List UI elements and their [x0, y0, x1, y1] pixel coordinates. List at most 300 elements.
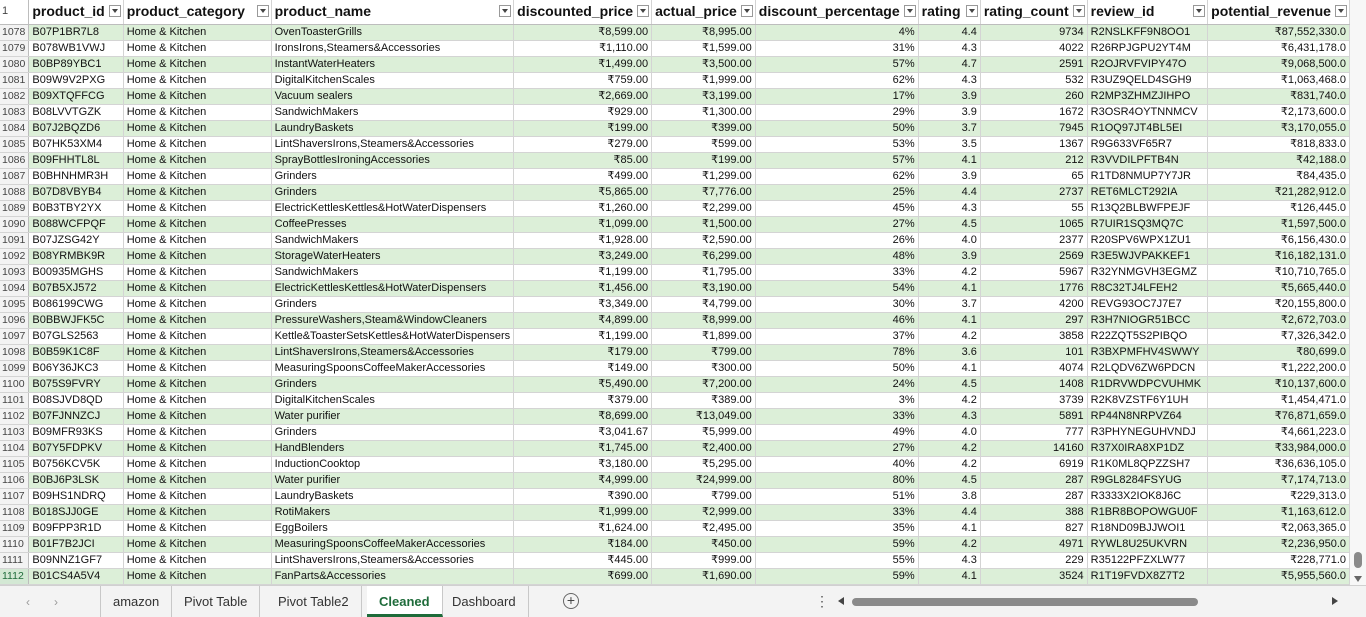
cell-rating[interactable]: 4.0 [918, 424, 980, 440]
cell-product-category[interactable]: Home & Kitchen [123, 184, 271, 200]
cell-rating[interactable]: 4.3 [918, 200, 980, 216]
cell-product-category[interactable]: Home & Kitchen [123, 488, 271, 504]
cell-review-id[interactable]: R13Q2BLBWFPEJF [1087, 200, 1208, 216]
cell-discount-percentage[interactable]: 27% [755, 216, 918, 232]
scroll-down-arrow-icon[interactable] [1354, 576, 1362, 582]
cell-product-category[interactable]: Home & Kitchen [123, 520, 271, 536]
cell-review-id[interactable]: REVG93OC7J7E7 [1087, 296, 1208, 312]
cell-rating-count[interactable]: 388 [980, 504, 1087, 520]
cell-discount-percentage[interactable]: 57% [755, 152, 918, 168]
cell-review-id[interactable]: R35122PFZXLW77 [1087, 552, 1208, 568]
cell-product-name[interactable]: Vacuum sealers [271, 88, 514, 104]
cell-product-id[interactable]: B01CS4A5V4 [29, 568, 123, 584]
row-number[interactable]: 1083 [0, 104, 29, 120]
cell-discount-percentage[interactable]: 33% [755, 504, 918, 520]
cell-discount-percentage[interactable]: 40% [755, 456, 918, 472]
cell-product-id[interactable]: B0BP89YBC1 [29, 56, 123, 72]
cell-rating[interactable]: 4.4 [918, 24, 980, 40]
cell-product-id[interactable]: B0BJ6P3LSK [29, 472, 123, 488]
cell-review-id[interactable]: R32YNMGVH3EGMZ [1087, 264, 1208, 280]
column-header-review-id[interactable] [1087, 0, 1208, 24]
cell-product-id[interactable]: B075S9FVRY [29, 376, 123, 392]
cell-actual-price[interactable]: ₹7,776.00 [652, 184, 756, 200]
cell-potential-revenue[interactable]: ₹76,871,659.0 [1208, 408, 1350, 424]
cell-discount-percentage[interactable]: 50% [755, 120, 918, 136]
cell-review-id[interactable]: R1BR8BOPOWGU0F [1087, 504, 1208, 520]
cell-rating[interactable]: 3.9 [918, 248, 980, 264]
cell-product-category[interactable]: Home & Kitchen [123, 104, 271, 120]
cell-discounted-price[interactable]: ₹445.00 [514, 552, 652, 568]
cell-discount-percentage[interactable]: 57% [755, 56, 918, 72]
cell-review-id[interactable]: R26RPJGPU2YT4M [1087, 40, 1208, 56]
cell-product-name[interactable]: SprayBottlesIroningAccessories [271, 152, 514, 168]
cell-actual-price[interactable]: ₹4,799.00 [652, 296, 756, 312]
cell-rating-count[interactable]: 7945 [980, 120, 1087, 136]
cell-product-name[interactable]: Grinders [271, 184, 514, 200]
cell-product-name[interactable]: Grinders [271, 376, 514, 392]
cell-product-name[interactable]: HandBlenders [271, 440, 514, 456]
cell-rating[interactable]: 4.2 [918, 328, 980, 344]
cell-product-category[interactable]: Home & Kitchen [123, 536, 271, 552]
cell-discounted-price[interactable]: ₹4,899.00 [514, 312, 652, 328]
cell-rating[interactable]: 4.3 [918, 72, 980, 88]
row-number[interactable]: 1108 [0, 504, 29, 520]
cell-product-id[interactable]: B09XTQFFCG [29, 88, 123, 104]
row-number[interactable]: 1086 [0, 152, 29, 168]
cell-rating-count[interactable]: 297 [980, 312, 1087, 328]
cell-rating-count[interactable]: 1776 [980, 280, 1087, 296]
cell-potential-revenue[interactable]: ₹1,163,612.0 [1208, 504, 1350, 520]
cell-product-name[interactable]: CoffeePresses [271, 216, 514, 232]
cell-product-name[interactable]: MeasuringSpoonsCoffeeMakerAccessories [271, 536, 514, 552]
row-number[interactable]: 1097 [0, 328, 29, 344]
cell-potential-revenue[interactable]: ₹1,597,500.0 [1208, 216, 1350, 232]
cell-potential-revenue[interactable]: ₹2,173,600.0 [1208, 104, 1350, 120]
cell-product-id[interactable]: B0BBWJFK5C [29, 312, 123, 328]
sheet-tab-pivot-table[interactable]: Pivot Table [172, 586, 260, 617]
cell-rating[interactable]: 3.7 [918, 120, 980, 136]
cell-product-id[interactable]: B09NNZ1GF7 [29, 552, 123, 568]
cell-potential-revenue[interactable]: ₹831,740.0 [1208, 88, 1350, 104]
cell-rating[interactable]: 4.2 [918, 264, 980, 280]
row-number[interactable]: 1098 [0, 344, 29, 360]
cell-product-name[interactable]: PressureWashers,Steam&WindowCleaners [271, 312, 514, 328]
column-header-rating[interactable] [918, 0, 980, 24]
cell-product-id[interactable]: B07J2BQZD6 [29, 120, 123, 136]
cell-product-id[interactable]: B07B5XJ572 [29, 280, 123, 296]
cell-rating-count[interactable]: 4200 [980, 296, 1087, 312]
cell-product-category[interactable]: Home & Kitchen [123, 344, 271, 360]
cell-product-name[interactable]: SandwichMakers [271, 104, 514, 120]
cell-potential-revenue[interactable]: ₹84,435.0 [1208, 168, 1350, 184]
cell-discounted-price[interactable]: ₹5,490.00 [514, 376, 652, 392]
cell-discounted-price[interactable]: ₹1,110.00 [514, 40, 652, 56]
cell-discounted-price[interactable]: ₹8,699.00 [514, 408, 652, 424]
filter-dropdown-icon[interactable] [637, 5, 649, 17]
cell-product-name[interactable]: LaundryBaskets [271, 488, 514, 504]
cell-discount-percentage[interactable]: 53% [755, 136, 918, 152]
cell-discount-percentage[interactable]: 31% [755, 40, 918, 56]
cell-rating-count[interactable]: 2591 [980, 56, 1087, 72]
cell-actual-price[interactable]: ₹1,899.00 [652, 328, 756, 344]
cell-rating[interactable]: 4.7 [918, 56, 980, 72]
cell-rating[interactable]: 4.3 [918, 40, 980, 56]
cell-potential-revenue[interactable]: ₹818,833.0 [1208, 136, 1350, 152]
column-header-product-id[interactable] [29, 0, 123, 24]
cell-discounted-price[interactable]: ₹2,669.00 [514, 88, 652, 104]
cell-rating[interactable]: 4.1 [918, 568, 980, 584]
cell-product-category[interactable]: Home & Kitchen [123, 88, 271, 104]
row-number[interactable]: 1084 [0, 120, 29, 136]
cell-product-id[interactable]: B07JZSG42Y [29, 232, 123, 248]
cell-discounted-price[interactable]: ₹4,999.00 [514, 472, 652, 488]
cell-actual-price[interactable]: ₹7,200.00 [652, 376, 756, 392]
vertical-scroll-thumb[interactable] [1354, 552, 1362, 568]
cell-product-name[interactable]: Water purifier [271, 408, 514, 424]
cell-product-id[interactable]: B0BHNHMR3H [29, 168, 123, 184]
cell-review-id[interactable]: RET6MLCT292IA [1087, 184, 1208, 200]
cell-discount-percentage[interactable]: 26% [755, 232, 918, 248]
cell-product-id[interactable]: B088WCFPQF [29, 216, 123, 232]
cell-product-id[interactable]: B09MFR93KS [29, 424, 123, 440]
cell-rating[interactable]: 4.1 [918, 152, 980, 168]
cell-actual-price[interactable]: ₹2,495.00 [652, 520, 756, 536]
cell-product-name[interactable]: MeasuringSpoonsCoffeeMakerAccessories [271, 360, 514, 376]
cell-discounted-price[interactable]: ₹3,249.00 [514, 248, 652, 264]
cell-actual-price[interactable]: ₹300.00 [652, 360, 756, 376]
cell-discounted-price[interactable]: ₹1,928.00 [514, 232, 652, 248]
cell-discounted-price[interactable]: ₹379.00 [514, 392, 652, 408]
filter-dropdown-icon[interactable] [966, 5, 978, 17]
cell-rating[interactable]: 4.1 [918, 360, 980, 376]
cell-product-category[interactable]: Home & Kitchen [123, 472, 271, 488]
cell-product-name[interactable]: Kettle&ToasterSetsKettles&HotWaterDispensers [271, 328, 514, 344]
cell-product-category[interactable]: Home & Kitchen [123, 360, 271, 376]
sheet-tab-amazon[interactable]: amazon [100, 586, 172, 617]
cell-rating[interactable]: 4.4 [918, 184, 980, 200]
cell-product-name[interactable]: InstantWaterHeaters [271, 56, 514, 72]
cell-product-id[interactable]: B0756KCV5K [29, 456, 123, 472]
row-number[interactable]: 1111 [0, 552, 29, 568]
cell-product-category[interactable]: Home & Kitchen [123, 264, 271, 280]
cell-review-id[interactable]: R3H7NIOGR51BCC [1087, 312, 1208, 328]
row-number[interactable]: 1100 [0, 376, 29, 392]
cell-rating-count[interactable]: 101 [980, 344, 1087, 360]
cell-actual-price[interactable]: ₹1,500.00 [652, 216, 756, 232]
cell-product-id[interactable]: B09HS1NDRQ [29, 488, 123, 504]
cell-review-id[interactable]: R2MP3ZHMZJIHPO [1087, 88, 1208, 104]
cell-review-id[interactable]: R9GL8284FSYUG [1087, 472, 1208, 488]
cell-rating-count[interactable]: 1367 [980, 136, 1087, 152]
cell-actual-price[interactable]: ₹599.00 [652, 136, 756, 152]
cell-potential-revenue[interactable]: ₹1,063,468.0 [1208, 72, 1350, 88]
cell-review-id[interactable]: RYWL8U25UKVRN [1087, 536, 1208, 552]
cell-product-name[interactable]: SandwichMakers [271, 264, 514, 280]
cell-product-category[interactable]: Home & Kitchen [123, 408, 271, 424]
cell-discount-percentage[interactable]: 3% [755, 392, 918, 408]
cell-actual-price[interactable]: ₹2,299.00 [652, 200, 756, 216]
cell-discount-percentage[interactable]: 49% [755, 424, 918, 440]
cell-product-name[interactable]: Grinders [271, 424, 514, 440]
cell-product-id[interactable]: B0B3TBY2YX [29, 200, 123, 216]
cell-review-id[interactable]: R3VVDILPFTB4N [1087, 152, 1208, 168]
cell-rating[interactable]: 4.5 [918, 216, 980, 232]
cell-rating-count[interactable]: 2569 [980, 248, 1087, 264]
cell-actual-price[interactable]: ₹2,400.00 [652, 440, 756, 456]
cell-review-id[interactable]: R2K8VZSTF6Y1UH [1087, 392, 1208, 408]
cell-product-id[interactable]: B08SJVD8QD [29, 392, 123, 408]
cell-product-name[interactable]: FanParts&Accessories [271, 568, 514, 584]
cell-rating-count[interactable]: 2737 [980, 184, 1087, 200]
cell-actual-price[interactable]: ₹3,199.00 [652, 88, 756, 104]
cell-discount-percentage[interactable]: 80% [755, 472, 918, 488]
cell-rating-count[interactable]: 4022 [980, 40, 1087, 56]
cell-product-name[interactable]: EggBoilers [271, 520, 514, 536]
cell-discount-percentage[interactable]: 35% [755, 520, 918, 536]
cell-product-name[interactable]: ElectricKettlesKettles&HotWaterDispensers [271, 280, 514, 296]
cell-product-id[interactable]: B07GLS2563 [29, 328, 123, 344]
cell-product-category[interactable]: Home & Kitchen [123, 504, 271, 520]
cell-potential-revenue[interactable]: ₹126,445.0 [1208, 200, 1350, 216]
cell-rating[interactable]: 4.3 [918, 552, 980, 568]
cell-potential-revenue[interactable]: ₹228,771.0 [1208, 552, 1350, 568]
cell-product-name[interactable]: StorageWaterHeaters [271, 248, 514, 264]
cell-product-id[interactable]: B07P1BR7L8 [29, 24, 123, 40]
filter-dropdown-icon[interactable] [1193, 5, 1205, 17]
row-number[interactable]: 1099 [0, 360, 29, 376]
cell-rating-count[interactable]: 6919 [980, 456, 1087, 472]
cell-actual-price[interactable]: ₹24,999.00 [652, 472, 756, 488]
cell-discount-percentage[interactable]: 62% [755, 168, 918, 184]
cell-product-id[interactable]: B08LVVTGZK [29, 104, 123, 120]
cell-product-category[interactable]: Home & Kitchen [123, 136, 271, 152]
cell-actual-price[interactable]: ₹399.00 [652, 120, 756, 136]
cell-discount-percentage[interactable]: 59% [755, 536, 918, 552]
cell-discounted-price[interactable]: ₹1,099.00 [514, 216, 652, 232]
cell-actual-price[interactable]: ₹799.00 [652, 488, 756, 504]
cell-rating[interactable]: 4.2 [918, 392, 980, 408]
cell-review-id[interactable]: R3OSR4OYTNNMCV [1087, 104, 1208, 120]
cell-review-id[interactable]: R7UIR1SQ3MQ7C [1087, 216, 1208, 232]
column-header-discounted-price[interactable] [514, 0, 652, 24]
row-number[interactable]: 1082 [0, 88, 29, 104]
cell-actual-price[interactable]: ₹450.00 [652, 536, 756, 552]
cell-actual-price[interactable]: ₹2,590.00 [652, 232, 756, 248]
row-number[interactable]: 1091 [0, 232, 29, 248]
row-number[interactable]: 1112 [0, 568, 29, 584]
row-number[interactable]: 1093 [0, 264, 29, 280]
cell-review-id[interactable]: R9G633VF65R7 [1087, 136, 1208, 152]
cell-rating[interactable]: 4.3 [918, 408, 980, 424]
cell-product-name[interactable]: InductionCooktop [271, 456, 514, 472]
cell-actual-price[interactable]: ₹1,299.00 [652, 168, 756, 184]
cell-rating[interactable]: 3.9 [918, 88, 980, 104]
cell-discount-percentage[interactable]: 33% [755, 264, 918, 280]
cell-product-category[interactable]: Home & Kitchen [123, 216, 271, 232]
cell-potential-revenue[interactable]: ₹229,313.0 [1208, 488, 1350, 504]
row-number[interactable]: 1081 [0, 72, 29, 88]
cell-product-category[interactable]: Home & Kitchen [123, 392, 271, 408]
cell-potential-revenue[interactable]: ₹16,182,131.0 [1208, 248, 1350, 264]
cell-potential-revenue[interactable]: ₹2,672,703.0 [1208, 312, 1350, 328]
row-number[interactable]: 1106 [0, 472, 29, 488]
cell-product-id[interactable]: B078WB1VWJ [29, 40, 123, 56]
cell-discount-percentage[interactable]: 51% [755, 488, 918, 504]
cell-product-id[interactable]: B07FJNNZCJ [29, 408, 123, 424]
cell-actual-price[interactable]: ₹13,049.00 [652, 408, 756, 424]
cell-review-id[interactable]: R1T19FVDX8Z7T2 [1087, 568, 1208, 584]
cell-discounted-price[interactable]: ₹8,599.00 [514, 24, 652, 40]
cell-product-category[interactable]: Home & Kitchen [123, 456, 271, 472]
cell-discount-percentage[interactable]: 24% [755, 376, 918, 392]
cell-potential-revenue[interactable]: ₹6,431,178.0 [1208, 40, 1350, 56]
cell-potential-revenue[interactable]: ₹5,955,560.0 [1208, 568, 1350, 584]
row-number[interactable]: 1079 [0, 40, 29, 56]
cell-review-id[interactable]: R3E5WJVPAKKEF1 [1087, 248, 1208, 264]
cell-product-id[interactable]: B0B59K1C8F [29, 344, 123, 360]
cell-product-name[interactable]: DigitalKitchenScales [271, 72, 514, 88]
cell-product-category[interactable]: Home & Kitchen [123, 440, 271, 456]
cell-potential-revenue[interactable]: ₹80,699.0 [1208, 344, 1350, 360]
horizontal-scroll-thumb[interactable] [852, 598, 1198, 606]
cell-potential-revenue[interactable]: ₹2,063,365.0 [1208, 520, 1350, 536]
cell-rating-count[interactable]: 287 [980, 488, 1087, 504]
cell-rating[interactable]: 3.9 [918, 104, 980, 120]
row-number[interactable]: 1090 [0, 216, 29, 232]
cell-product-name[interactable]: LintShaversIrons,Steamers&Accessories [271, 344, 514, 360]
cell-product-category[interactable]: Home & Kitchen [123, 280, 271, 296]
cell-discount-percentage[interactable]: 45% [755, 200, 918, 216]
vertical-ellipsis-icon[interactable]: ⋮ [815, 593, 829, 609]
cell-product-category[interactable]: Home & Kitchen [123, 152, 271, 168]
cell-actual-price[interactable]: ₹6,299.00 [652, 248, 756, 264]
cell-product-category[interactable]: Home & Kitchen [123, 552, 271, 568]
cell-actual-price[interactable]: ₹199.00 [652, 152, 756, 168]
cell-actual-price[interactable]: ₹1,599.00 [652, 40, 756, 56]
cell-potential-revenue[interactable]: ₹36,636,105.0 [1208, 456, 1350, 472]
plus-circle-icon[interactable]: + [563, 593, 579, 609]
cell-discount-percentage[interactable]: 48% [755, 248, 918, 264]
cell-product-category[interactable]: Home & Kitchen [123, 40, 271, 56]
cell-rating-count[interactable]: 260 [980, 88, 1087, 104]
cell-rating-count[interactable]: 1408 [980, 376, 1087, 392]
cell-discounted-price[interactable]: ₹499.00 [514, 168, 652, 184]
cell-discount-percentage[interactable]: 55% [755, 552, 918, 568]
column-header-product-name[interactable] [271, 0, 514, 24]
row-number[interactable]: 1105 [0, 456, 29, 472]
filter-dropdown-icon[interactable] [1335, 5, 1347, 17]
row-number[interactable]: 1110 [0, 536, 29, 552]
cell-rating[interactable]: 4.1 [918, 312, 980, 328]
cell-rating-count[interactable]: 55 [980, 200, 1087, 216]
cell-rating-count[interactable]: 1672 [980, 104, 1087, 120]
cell-potential-revenue[interactable]: ₹3,170,055.0 [1208, 120, 1350, 136]
cell-potential-revenue[interactable]: ₹6,156,430.0 [1208, 232, 1350, 248]
cell-discounted-price[interactable]: ₹279.00 [514, 136, 652, 152]
cell-product-id[interactable]: B07D8VBYB4 [29, 184, 123, 200]
cell-review-id[interactable]: RP44N8NRPVZ64 [1087, 408, 1208, 424]
cell-product-category[interactable]: Home & Kitchen [123, 24, 271, 40]
cell-product-id[interactable]: B01F7B2JCI [29, 536, 123, 552]
cell-discount-percentage[interactable]: 17% [755, 88, 918, 104]
cell-discount-percentage[interactable]: 33% [755, 408, 918, 424]
cell-product-name[interactable]: Grinders [271, 296, 514, 312]
cell-review-id[interactable]: R8C32TJ4LFEH2 [1087, 280, 1208, 296]
column-header-product-category[interactable] [123, 0, 271, 24]
row-number[interactable]: 1104 [0, 440, 29, 456]
filter-dropdown-icon[interactable] [904, 5, 916, 17]
cell-review-id[interactable]: R37X0IRA8XP1DZ [1087, 440, 1208, 456]
row-number[interactable]: 1094 [0, 280, 29, 296]
cell-product-id[interactable]: B018SJJ0GE [29, 504, 123, 520]
cell-discounted-price[interactable]: ₹1,456.00 [514, 280, 652, 296]
cell-product-id[interactable]: B06Y36JKC3 [29, 360, 123, 376]
cell-discounted-price[interactable]: ₹1,499.00 [514, 56, 652, 72]
cell-rating-count[interactable]: 1065 [980, 216, 1087, 232]
chevron-right-icon[interactable]: › [54, 595, 58, 609]
vertical-scrollbar[interactable] [1350, 0, 1366, 585]
cell-actual-price[interactable]: ₹1,300.00 [652, 104, 756, 120]
scroll-left-arrow-icon[interactable] [838, 597, 844, 605]
cell-discounted-price[interactable]: ₹3,180.00 [514, 456, 652, 472]
cell-discount-percentage[interactable]: 27% [755, 440, 918, 456]
cell-product-category[interactable]: Home & Kitchen [123, 56, 271, 72]
cell-potential-revenue[interactable]: ₹4,661,223.0 [1208, 424, 1350, 440]
cell-review-id[interactable]: R1K0ML8QPZZSH7 [1087, 456, 1208, 472]
cell-discounted-price[interactable]: ₹759.00 [514, 72, 652, 88]
cell-discounted-price[interactable]: ₹149.00 [514, 360, 652, 376]
cell-actual-price[interactable]: ₹1,690.00 [652, 568, 756, 584]
cell-potential-revenue[interactable]: ₹5,665,440.0 [1208, 280, 1350, 296]
cell-product-id[interactable]: B086199CWG [29, 296, 123, 312]
cell-review-id[interactable]: R3PHYNEGUHVNDJ [1087, 424, 1208, 440]
filter-dropdown-icon[interactable] [499, 5, 511, 17]
cell-discounted-price[interactable]: ₹184.00 [514, 536, 652, 552]
cell-actual-price[interactable]: ₹8,995.00 [652, 24, 756, 40]
cell-rating[interactable]: 4.5 [918, 472, 980, 488]
cell-rating[interactable]: 4.4 [918, 504, 980, 520]
cell-product-category[interactable]: Home & Kitchen [123, 200, 271, 216]
cell-product-name[interactable]: ElectricKettlesKettles&HotWaterDispensers [271, 200, 514, 216]
cell-rating[interactable]: 4.5 [918, 376, 980, 392]
cell-potential-revenue[interactable]: ₹87,552,330.0 [1208, 24, 1350, 40]
cell-review-id[interactable]: R1DRVWDPCVUHMK [1087, 376, 1208, 392]
cell-review-id[interactable]: R1OQ97JT4BL5EI [1087, 120, 1208, 136]
cell-review-id[interactable]: R3UZ9QELD4SGH9 [1087, 72, 1208, 88]
cell-rating-count[interactable]: 3524 [980, 568, 1087, 584]
chevron-left-icon[interactable]: ‹ [26, 595, 30, 609]
row-number[interactable]: 1078 [0, 24, 29, 40]
cell-product-name[interactable]: OvenToasterGrills [271, 24, 514, 40]
cell-product-name[interactable]: Water purifier [271, 472, 514, 488]
cell-product-category[interactable]: Home & Kitchen [123, 72, 271, 88]
cell-discount-percentage[interactable]: 54% [755, 280, 918, 296]
row-number[interactable]: 1103 [0, 424, 29, 440]
cell-review-id[interactable]: R1TD8NMUP7Y7JR [1087, 168, 1208, 184]
cell-rating-count[interactable]: 827 [980, 520, 1087, 536]
cell-potential-revenue[interactable]: ₹33,984,000.0 [1208, 440, 1350, 456]
cell-product-id[interactable]: B09FPP3R1D [29, 520, 123, 536]
cell-discount-percentage[interactable]: 30% [755, 296, 918, 312]
cell-product-name[interactable]: DigitalKitchenScales [271, 392, 514, 408]
cell-rating-count[interactable]: 14160 [980, 440, 1087, 456]
row-number[interactable]: 1089 [0, 200, 29, 216]
cell-review-id[interactable]: R2LQDV6ZW6PDCN [1087, 360, 1208, 376]
row-number[interactable]: 1092 [0, 248, 29, 264]
cell-discount-percentage[interactable]: 50% [755, 360, 918, 376]
cell-product-category[interactable]: Home & Kitchen [123, 312, 271, 328]
cell-review-id[interactable]: R22ZQT5S2PIBQO [1087, 328, 1208, 344]
